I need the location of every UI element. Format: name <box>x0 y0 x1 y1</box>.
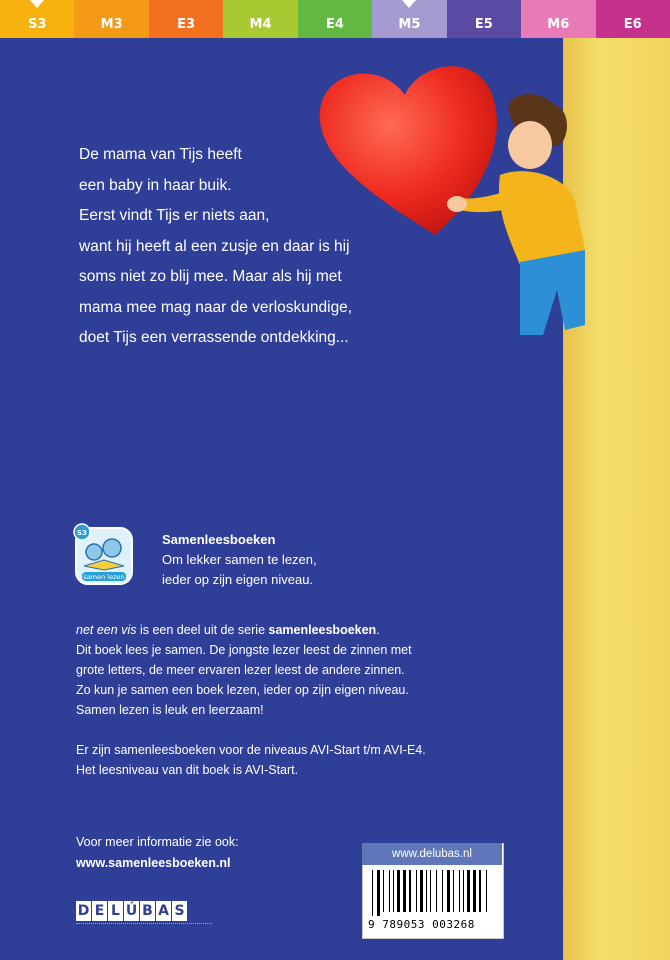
level-tab-e3: E3 <box>149 0 223 38</box>
isbn-number: 9 789053 003268 <box>368 918 475 931</box>
blurb-line: want hij heeft al een zusje en daar is hij <box>79 237 350 255</box>
barcode-bar <box>389 870 390 912</box>
badge-level: S3 <box>77 529 87 537</box>
description-line: Zo kun je samen een boek lezen, ieder op zijn eigen niveau. <box>76 683 409 697</box>
barcode-bar <box>473 870 476 912</box>
info-url-link[interactable]: www.samenleesboeken.nl <box>76 856 231 870</box>
more-info <box>76 832 239 874</box>
description-line: Samen lezen is leuk en leerzaam! <box>76 703 264 717</box>
samen-lezen-badge <box>72 522 136 586</box>
barcode-bar <box>467 870 470 912</box>
logo-letter: A <box>156 901 171 921</box>
barcode-bar <box>393 870 394 912</box>
series-name: samenleesboeken <box>268 623 377 637</box>
blurb-line: soms niet zo blij mee. Maar als hij met <box>79 268 342 285</box>
logo-letter: Ú <box>125 903 138 919</box>
boy-face <box>508 121 552 169</box>
barcode-bar <box>479 870 481 912</box>
barcode-bar <box>447 870 450 912</box>
boy-pants <box>520 250 585 335</box>
publisher-url[interactable]: www.delubas.nl <box>362 843 502 865</box>
description-paragraph-2 <box>76 740 536 780</box>
logo-letter: S <box>172 901 187 921</box>
barcode-bar <box>416 870 417 912</box>
barcode-bar <box>397 870 400 912</box>
logo-letter: E <box>92 901 107 921</box>
level-tab-e4: E4 <box>298 0 372 38</box>
blurb-line: De mama van Tijs heeft <box>79 146 242 163</box>
blurb-line: Eerst vindt Tijs er niets aan, <box>79 207 270 224</box>
levels-line-2: Het leesniveau van dit boek is AVI-Start. <box>76 763 299 777</box>
level-tab-m6: M6 <box>521 0 595 38</box>
series-line-1: Om lekker samen te lezen, <box>162 552 317 567</box>
level-tab-m5: M5 <box>372 0 446 38</box>
level-tab-m3: M3 <box>74 0 148 38</box>
barcode-bar <box>403 870 406 912</box>
barcode-bar <box>426 870 427 912</box>
barcode-bar <box>430 870 431 912</box>
barcode-bar <box>420 870 423 912</box>
barcode-bar <box>377 870 380 916</box>
barcode-bar <box>486 870 487 912</box>
blurb-line: mama mee mag naar de verloskundige, <box>79 298 353 316</box>
series-description <box>76 620 536 800</box>
barcode-bar <box>409 870 411 912</box>
description-intro-line: net een vis is een deel uit de serie samenleesboeken. <box>76 623 380 637</box>
logo-letter: D <box>77 903 90 919</box>
barcode-bar <box>442 870 443 912</box>
barcode-bar <box>383 870 384 912</box>
barcode-bar <box>453 870 454 912</box>
level-tab-m4: M4 <box>223 0 297 38</box>
level-tab-e6: E6 <box>596 0 670 38</box>
series-line-2: ieder op zijn eigen niveau. <box>162 572 314 587</box>
boy-shirt <box>499 171 585 265</box>
logo-letter: L <box>108 901 123 921</box>
blurb-line: doet Tijs een verrassende ontdekking... <box>79 329 349 346</box>
level-bar <box>0 0 670 38</box>
delubas-logo <box>76 901 187 921</box>
level-tab-e5: E5 <box>447 0 521 38</box>
barcode-bar <box>463 870 464 912</box>
series-heading <box>162 530 317 590</box>
barcode-bar <box>459 870 460 912</box>
blurb-line: een baby in haar buik. <box>79 176 232 194</box>
barcode-bar <box>436 870 437 912</box>
levels-line-1: Er zijn samenleesboeken voor de niveaus AVI-Start t/m AVI-E4. <box>76 743 426 757</box>
logo-underline <box>76 923 212 928</box>
boy-hand <box>447 196 467 212</box>
barcode-bar <box>372 870 373 916</box>
logo-letter: B <box>140 901 155 921</box>
description-line: grote letters, de meer ervaren lezer leest de andere zinnen. <box>76 663 405 677</box>
level-tab-s3: S3 <box>0 0 74 38</box>
description-line: Dit boek lees je samen. De jongste lezer leest de zinnen met <box>76 643 412 657</box>
info-label: Voor meer informatie zie ook: <box>76 835 239 849</box>
badge-label: samen lezen <box>83 573 125 581</box>
book-title: net een vis <box>76 623 137 637</box>
isbn-barcode <box>370 870 494 916</box>
description-paragraph-1 <box>76 620 536 720</box>
blurb-text <box>79 140 439 354</box>
series-title: Samenleesboeken <box>162 532 276 547</box>
